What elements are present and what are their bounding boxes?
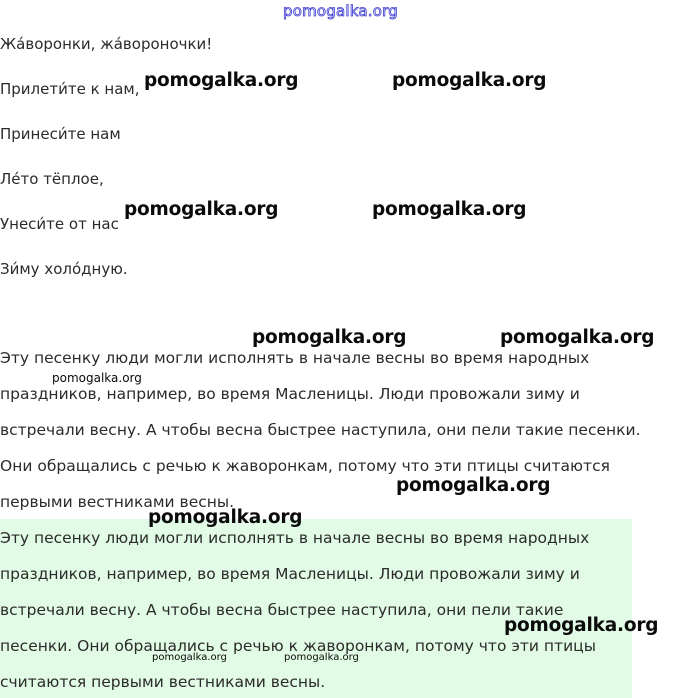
watermark: pomogalka.org (396, 475, 551, 496)
watermark: pomogalka.org (124, 199, 279, 220)
watermark: pomogalka.org (152, 652, 227, 663)
watermark: pomogalka.org (284, 652, 359, 663)
poem-line-2: Прилети́те к нам, (0, 80, 140, 98)
watermark: pomogalka.org (252, 327, 407, 348)
watermark: pomogalka.org (504, 615, 659, 636)
poem-line-6: Зи́му холо́дную. (0, 260, 128, 278)
answer-line-3: встречали весну. А чтобы весна быстрее наступила, они пели такие (0, 601, 564, 619)
poem-line-1: Жа́воронки, жа́вороночки! (0, 35, 213, 53)
watermark: pomogalka.org (392, 70, 547, 91)
explanation-line-3: встречали весну. А чтобы весна быстрее наступила, они пели такие песенки. (0, 421, 641, 439)
answer-line-1: Эту песенку люди могли исполнять в начале весны во время народных (0, 529, 590, 547)
answer-line-2: праздников, например, во время Масленицы. Люди провожали зиму и (0, 565, 580, 583)
poem-line-4: Ле́то тёплое, (0, 170, 104, 188)
answer-line-5: считаются первыми вестниками весны. (0, 673, 326, 691)
explanation-line-1: Эту песенку люди могли исполнять в начале весны во время народных (0, 349, 590, 367)
explanation-line-4: Они обращались с речью к жаворонкам, потому что эти птицы считаются (0, 457, 610, 475)
watermark: pomogalka.org (372, 199, 527, 220)
explanation-line-2: праздников, например, во время Масленицы. Люди провожали зиму и (0, 385, 580, 403)
watermark: pomogalka.org (144, 70, 299, 91)
watermark: pomogalka.org (500, 327, 655, 348)
explanation-line-5: первыми вестниками весны. (0, 493, 235, 511)
answer-line-4: песенки. Они обращались с речью к жаворонкам, потому что эти птицы (0, 637, 596, 655)
watermark: pomogalka.org (52, 371, 142, 385)
watermark: pomogalka.org (148, 507, 303, 528)
watermark-top: pomogalka.org (283, 2, 398, 20)
poem-line-5: Унеси́те от нас (0, 215, 119, 233)
poem-line-3: Принеси́те нам (0, 125, 121, 143)
